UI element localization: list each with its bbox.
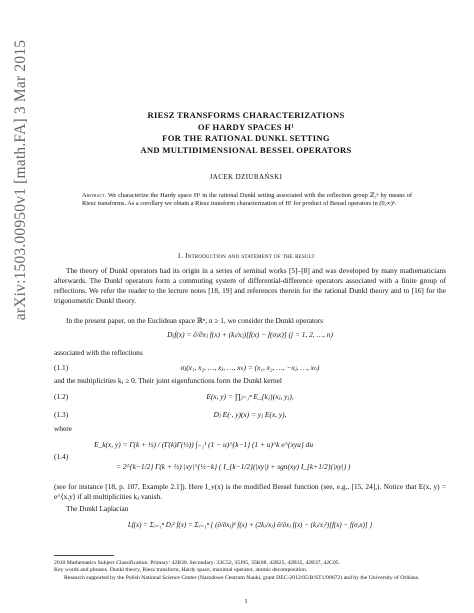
equation-1-4-line-1: E_k(x, y) = Γ(k + ½) / (Γ(k)Γ(½)) ∫₋₁¹ (1 − u)^{k−1} (1 + u)^k e^{xyu} du	[94, 440, 314, 449]
section-heading: 1. Introduction and statement of the result	[177, 252, 315, 260]
abstract	[82, 192, 412, 209]
arxiv-stamp	[10, 40, 32, 320]
footnote-msc: 2010 Mathematics Subject Classification. Primary: 42B30. Secondary: 33C52, 35J05, 35K08, 42B25, 42B35, 42B37, 42C05.	[54, 560, 340, 566]
paragraph-where: where	[54, 424, 72, 433]
title-line-3: FOR THE RATIONAL DUNKL SETTING	[162, 133, 330, 143]
equation-1-2-body: E(x, y) = ∏ⱼ₌₁ⁿ E_{kⱼ}(xⱼ, yⱼ),	[206, 392, 294, 401]
title-line-1: RIESZ TRANSFORMS CHARACTERIZATIONS	[147, 110, 345, 120]
equation-dunkl-operator	[54, 330, 446, 342]
footnote-rule	[54, 555, 114, 556]
equation-1-1	[54, 363, 446, 375]
equation-laplacian	[54, 520, 446, 534]
paragraph-laplacian: The Dunkl Laplacian	[66, 504, 129, 513]
equation-1-2	[54, 392, 446, 404]
arxiv-stamp-text: arXiv:1503.00950v1 [math.FA] 3 Mar 2015	[12, 39, 30, 321]
equation-number-1-3: (1.3)	[54, 410, 69, 419]
equation-1-4-line-2: = 2^{k−1/2} Γ(k + ½) |xy|^{½−k} ( I_{k−1/2}(|xy|) + sgn(xy) I_{k+1/2}(|xy|) )	[116, 462, 351, 471]
paragraph-intro: The theory of Dunkl operators had its origin in a series of seminal works [5]–[8] and was developed by many mathematicians afterwards. The Dunkl operators form a commuting system of differential-difference operators associated with a finite group of reflections. We refer the reader to the lecture notes [18, 19] and references therein for the rational Dunkl theory and to [16] for the trigonometric Dunkl theory.	[54, 266, 446, 305]
paragraph-reflections: associated with the reflections	[54, 348, 143, 357]
equation-laplacian-body: Lf(x) = Σⱼ₌₁ⁿ Dⱼ² f(x) = Σⱼ₌₁ⁿ { (∂/∂xⱼ)² f(x) + (2kⱼ/xⱼ) ∂/∂xⱼ f(x) − (kⱼ/xⱼ²)[f(x) − f(σⱼx)] }	[127, 521, 373, 529]
footnote-funding: Research supported by the Polish National Science Center (Narodowe Centrum Nauki, grant DEC-2012/05/B/ST1/00672) and by the University of Orléans.	[64, 574, 420, 581]
equation-1-3-body: Dⱼ E(·, y)(x) = yⱼ E(x, y),	[213, 410, 287, 419]
paper-title	[46, 110, 446, 156]
page-number: 1	[244, 598, 248, 605]
equation-1-1-body: σⱼ(x₁, x₂, …, xⱼ, …, xₙ) = (x₁, x₂, …, −xⱼ, …, xₙ)	[180, 363, 320, 372]
equation-number-1-2: (1.2)	[54, 392, 69, 401]
paper-page	[46, 0, 446, 613]
paragraph-present-paper: In the present paper, on the Euclidean space ℝⁿ, n ≥ 1, we consider the Dunkl operators	[66, 316, 324, 325]
title-line-2: OF HARDY SPACES H¹	[197, 121, 295, 132]
footnote-keywords: Key words and phrases. Dunkl theory, Riesz transform, Hardy space, maximal operator, atomic decomposition.	[54, 567, 308, 574]
paragraph-bessel-note: (see for instance [18, p. 107, Example 2.1]). Here I_ν(x) is the modified Bessel function (see, e.g., [15, 24],). Notice that E(x, y) = e^⟨x,y⟩ if all multiplicities kⱼ vanish.	[54, 482, 446, 501]
title-line-4: AND MULTIDIMENSIONAL BESSEL OPERATORS	[140, 144, 352, 155]
paragraph-multiplicities: and the multiplicities kⱼ ≥ 0. Their joint eigenfunctions form the Dunkl kernel	[54, 376, 282, 385]
equation-1-4	[54, 440, 446, 480]
footnotes	[54, 560, 446, 582]
equation-number-1-1: (1.1)	[54, 363, 69, 372]
equation-dunkl-operator-body: Dⱼf(x) = ∂/∂xⱼ f(x) + (kⱼ/xⱼ)[f(x) − f(σⱼx)] (j = 1, 2, …, n)	[167, 330, 333, 339]
abstract-text: We characterize the Hardy space H¹ in the rational Dunkl setting associated with the reflection group ℤ₂ⁿ by means of Riesz transforms. As a corollary we obtain a Riesz transform characterization of H¹ for product of Bessel operators in (0,∞)ⁿ.	[82, 192, 412, 208]
equation-1-3	[54, 410, 446, 422]
author-name: JACEK DZIUBAŃSKI	[209, 173, 283, 181]
equation-number-1-4: (1.4)	[54, 452, 69, 461]
abstract-label: Abstract.	[82, 192, 107, 199]
